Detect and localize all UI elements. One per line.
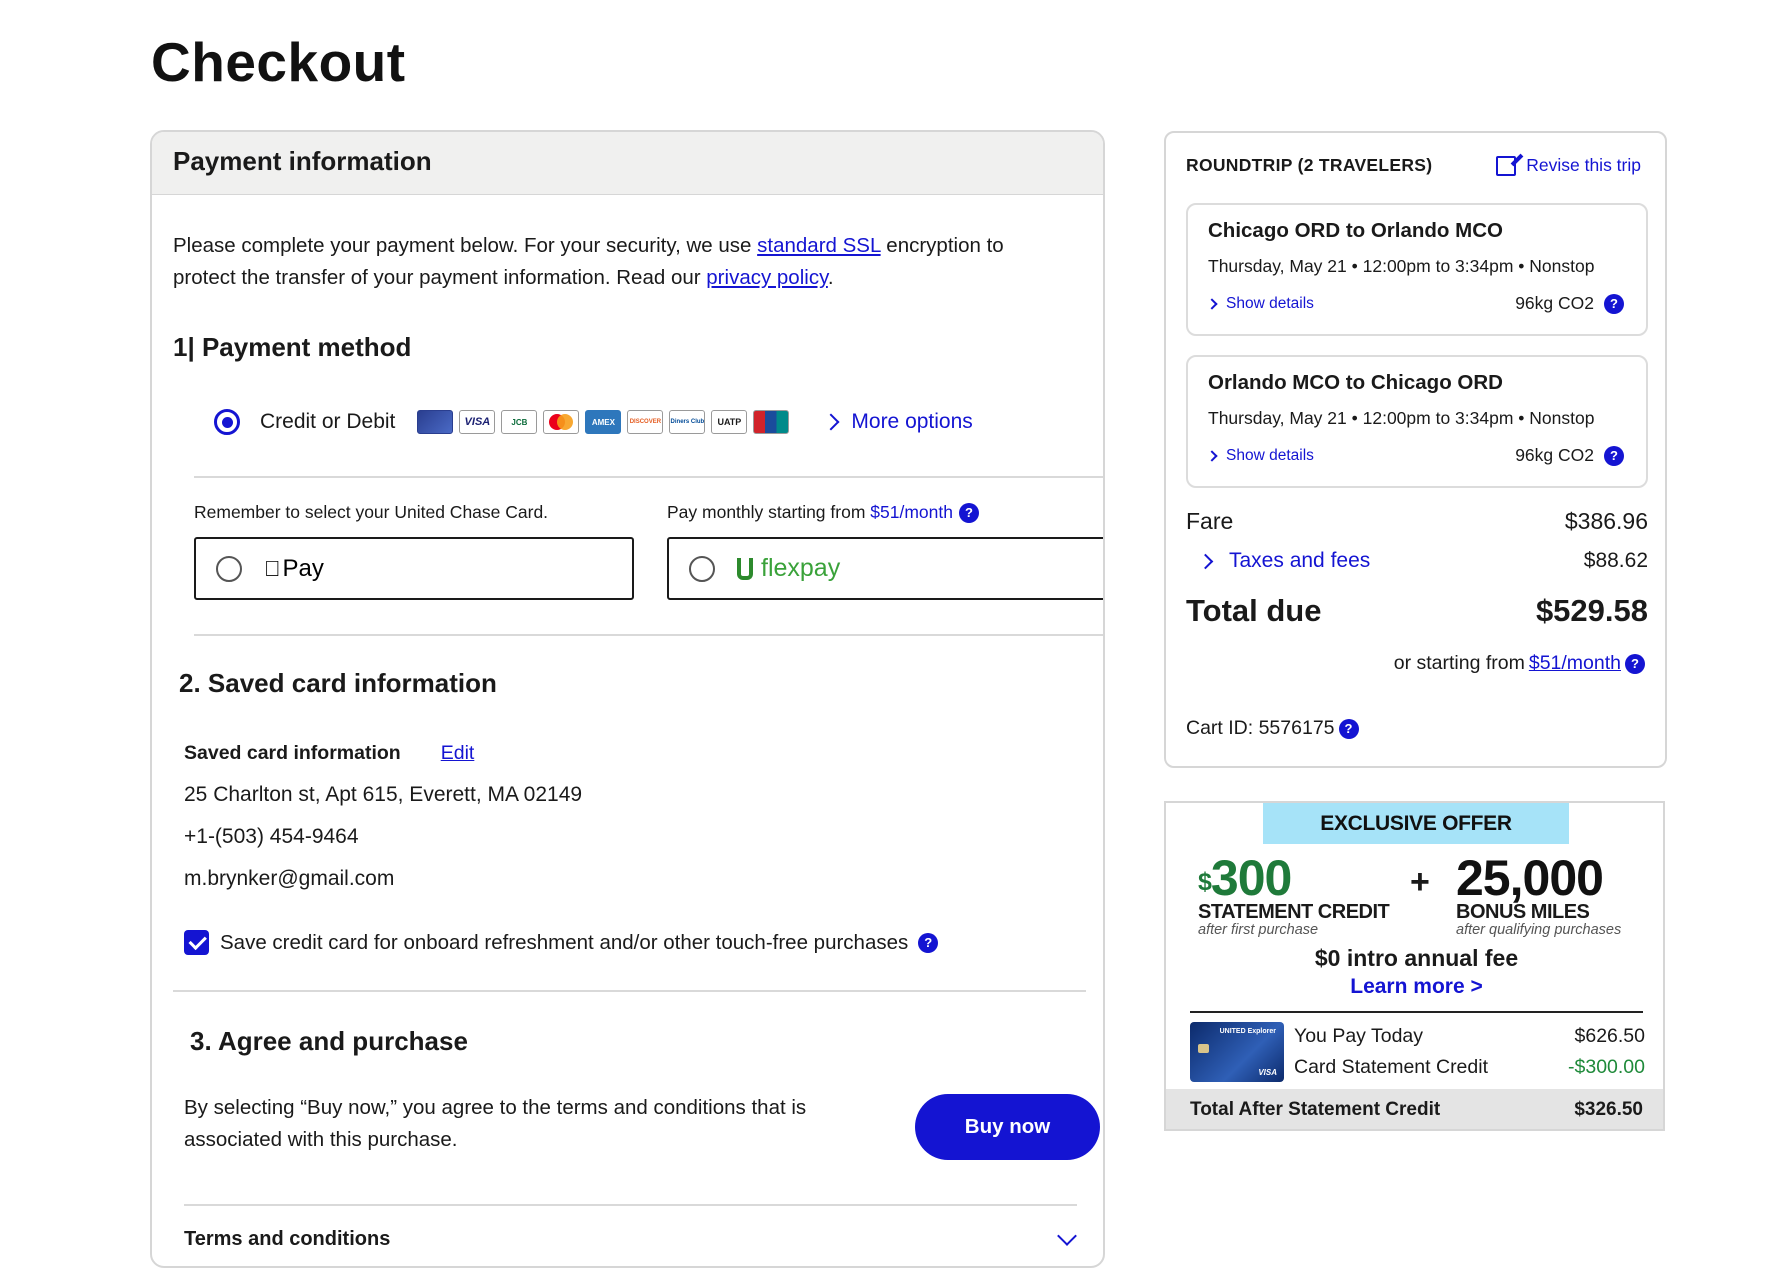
intro-text-2: encryption to protect the transfer of your payment information. Read our [173, 234, 1004, 289]
plus-icon: + [1410, 863, 1430, 901]
buy-now-button[interactable]: Buy now [915, 1094, 1100, 1160]
save-card-checkbox[interactable] [184, 930, 209, 955]
total-label: Total due [1186, 593, 1322, 628]
more-options-label: More options [851, 410, 973, 433]
miles-label: BONUS MILES [1456, 901, 1590, 923]
show-details-link[interactable] [1208, 447, 1314, 465]
amex-card-icon: AMEX [585, 410, 621, 434]
flight-time: Thursday, May 21 • 12:00pm to 3:34pm • Nonstop [1208, 408, 1595, 428]
pay-today-row [1294, 1025, 1645, 1048]
apple-pay-radio[interactable] [216, 556, 242, 582]
flight-route: Chicago ORD to Orlando MCO [1208, 219, 1503, 242]
statement-credit-label: Card Statement Credit [1294, 1056, 1489, 1078]
fare-value: $386.96 [1564, 508, 1648, 534]
apple-pay-logo [264, 555, 324, 583]
credit-sub: after first purchase [1198, 922, 1319, 938]
divider [194, 634, 1105, 636]
credit-debit-radio[interactable] [214, 409, 240, 435]
credit-amount-value: 300 [1210, 850, 1292, 906]
chevron-right-icon [1206, 298, 1217, 309]
cart-id [1186, 717, 1359, 740]
pay-today-label: You Pay Today [1294, 1025, 1424, 1047]
help-icon[interactable]: ? [1604, 446, 1624, 466]
total-row [1186, 593, 1648, 629]
apple-pay-option[interactable] [194, 537, 634, 600]
intro-text-1: Please complete your payment below. For your security, we use [173, 234, 758, 257]
pay-today-value: $626.50 [1574, 1025, 1645, 1047]
flexpay-radio[interactable] [689, 556, 715, 582]
divider [184, 1204, 1077, 1206]
terms-accordion[interactable] [184, 1228, 1084, 1251]
card-offer-ad[interactable] [1164, 801, 1665, 1131]
saved-card-title: 2. Saved card information [179, 668, 497, 698]
card-name: UNITED Explorer [1219, 1028, 1276, 1035]
total-after-credit-row [1166, 1089, 1665, 1131]
divider [173, 990, 1086, 992]
more-options-link[interactable] [825, 410, 972, 434]
revise-trip-label: Revise this trip [1526, 155, 1641, 175]
flight-route: Orlando MCO to Chicago ORD [1208, 371, 1503, 394]
help-icon[interactable]: ? [918, 933, 938, 953]
help-icon[interactable]: ? [1625, 654, 1645, 674]
taxes-row [1186, 549, 1648, 573]
taxes-fees-link[interactable] [1186, 549, 1370, 573]
flexpay-monthly-amount[interactable]: $51/month [870, 502, 953, 522]
chevron-right-icon [1206, 450, 1217, 461]
saved-address: 25 Charlton st, Apt 615, Everett, MA 02149 [184, 783, 583, 806]
trip-summary-panel [1164, 131, 1667, 768]
payment-header: Payment information [152, 132, 1103, 195]
payment-method-title: 1| Payment method [173, 332, 412, 362]
saved-phone: +1-(503) 454-9464 [184, 825, 359, 848]
payment-panel [150, 130, 1105, 1268]
flexpay-note-text: Pay monthly starting from [667, 502, 866, 522]
show-details-label: Show details [1226, 295, 1314, 312]
total-value: $529.58 [1535, 593, 1648, 628]
saved-card-heading-row [184, 742, 474, 765]
saved-card-heading: Saved card information [184, 742, 401, 764]
diners-club-icon: Diners Club [669, 410, 705, 434]
save-card-label: Save credit card for onboard refreshment and/or other touch-free purchases [220, 930, 909, 954]
uatp-card-icon: UATP [711, 410, 747, 434]
flexpay-logo [737, 554, 840, 583]
offer-banner: EXCLUSIVE OFFER [1263, 803, 1569, 844]
revise-trip-link[interactable] [1496, 155, 1641, 176]
flight-card [1186, 355, 1648, 488]
card-brand-icons [417, 410, 789, 434]
save-card-row [184, 930, 938, 955]
agree-text: By selecting “Buy now,” you agree to the terms and conditions that is associated with this purchase. [184, 1096, 807, 1151]
flight-time: Thursday, May 21 • 12:00pm to 3:34pm • Nonstop [1208, 256, 1595, 276]
visa-logo-icon: VISA [1258, 1068, 1277, 1077]
credit-amount [1198, 850, 1292, 906]
help-icon[interactable]: ? [1604, 294, 1624, 314]
taxes-value: $88.62 [1583, 549, 1648, 572]
intro-fee: $0 intro annual fee [1314, 945, 1519, 971]
fare-row [1186, 508, 1648, 535]
co2-value: 96kg CO2 [1515, 445, 1594, 465]
credit-card-image [1190, 1022, 1284, 1082]
jcb-card-icon: JCB [501, 410, 537, 434]
total-after-credit-value: $326.50 [1574, 1099, 1643, 1120]
show-details-label: Show details [1226, 447, 1314, 464]
divider [1190, 1011, 1643, 1013]
intro-text-3: . [827, 266, 834, 289]
unionpay-card-icon [753, 410, 789, 434]
edit-icon [1496, 156, 1516, 176]
fare-label: Fare [1186, 508, 1234, 534]
discover-card-icon: DISCOVER [627, 410, 663, 434]
credit-label: STATEMENT CREDIT [1198, 901, 1390, 923]
flight-card [1186, 203, 1648, 336]
flexpay-option[interactable] [667, 537, 1105, 600]
terms-label: Terms and conditions [184, 1228, 391, 1250]
payment-method-row [214, 402, 1044, 442]
cart-id-value: Cart ID: 5576175 [1186, 717, 1335, 739]
help-icon[interactable]: ? [959, 503, 979, 523]
apple-pay-note: Remember to select your United Chase Card. [194, 502, 549, 522]
apple-icon [264, 556, 281, 582]
statement-credit-value: -$300.00 [1568, 1056, 1645, 1078]
card-chip-icon [1198, 1044, 1209, 1053]
flight-co2 [1515, 445, 1624, 466]
apple-pay-label: Pay [266, 554, 308, 582]
taxes-label: Taxes and fees [1229, 549, 1371, 572]
privacy-policy-link[interactable]: privacy policy [706, 266, 828, 289]
page-title: Checkout [151, 31, 406, 93]
or-starting-label: or starting from [1393, 652, 1525, 674]
credit-currency: $ [1198, 868, 1211, 896]
chevron-right-icon [1198, 553, 1214, 569]
chevron-right-icon [823, 414, 840, 431]
flexpay-note [667, 502, 979, 523]
visa-card-icon: VISA [459, 410, 495, 434]
statement-credit-row [1294, 1056, 1645, 1079]
co2-value: 96kg CO2 [1515, 293, 1594, 313]
edit-link[interactable]: Edit [440, 742, 475, 764]
learn-more-link[interactable]: Learn more > [1350, 975, 1483, 998]
miles-amount: 25,000 [1456, 850, 1603, 906]
ssl-link[interactable]: standard SSL [757, 234, 881, 257]
monthly-link[interactable]: $51/month [1528, 652, 1621, 674]
trip-heading: ROUNDTRIP (2 TRAVELERS) [1186, 155, 1433, 175]
flight-co2 [1515, 293, 1624, 314]
credit-debit-label: Credit or Debit [260, 410, 396, 433]
chevron-down-icon [1057, 1226, 1077, 1246]
payment-intro [173, 230, 1053, 294]
flexpay-icon [737, 558, 753, 580]
monthly-option [1394, 652, 1645, 675]
miles-sub: after qualifying purchases [1456, 922, 1622, 938]
show-details-link[interactable] [1208, 295, 1314, 313]
agree-title: 3. Agree and purchase [190, 1026, 468, 1056]
saved-email: m.brynker@gmail.com [184, 867, 395, 890]
mastercard-icon [543, 410, 579, 434]
divider [194, 476, 1105, 478]
total-after-credit-label: Total After Statement Credit [1190, 1099, 1441, 1120]
flexpay-label: flexpay [761, 554, 841, 582]
help-icon[interactable]: ? [1339, 719, 1359, 739]
united-card-icon [417, 410, 453, 434]
